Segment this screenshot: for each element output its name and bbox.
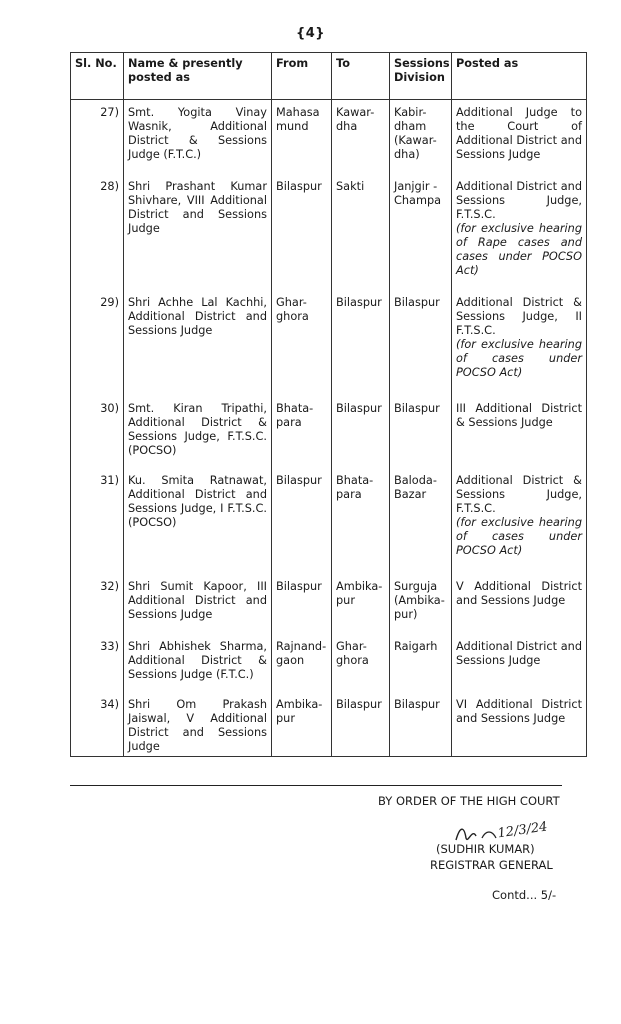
table-row — [71, 695, 587, 757]
to-cell — [332, 177, 390, 293]
transfer-table — [70, 52, 587, 757]
name-cell — [124, 637, 272, 695]
name-cell-text: Smt. Yogita Vinay Wasnik, Additional District & Sessions Judge (F.T.C.) — [128, 106, 267, 161]
name-cell-text: Shri Achhe Lal Kachhi, Additional District and Sessions Judge — [128, 295, 267, 337]
division-cell — [390, 100, 452, 177]
posting-note: (for exclusive hearing of Rape cases and cases under POCSO Act) — [456, 221, 582, 277]
posted-as-cell-text: Additional District & Sessions Judge, F.T.S.C. — [456, 473, 582, 515]
sl-cell — [71, 293, 124, 399]
from-cell — [272, 471, 332, 577]
sl-cell-text: 28) — [100, 179, 119, 193]
sl-cell — [71, 177, 124, 293]
from-cell-text: Bilaspur — [276, 579, 322, 593]
posted-as-cell — [452, 100, 587, 177]
division-cell — [390, 577, 452, 637]
sl-cell-text: 29) — [100, 295, 119, 309]
table-header-row — [71, 53, 587, 100]
posted-as-cell — [452, 399, 587, 471]
to-cell-text: Bhata-para — [336, 473, 374, 501]
from-cell-text: Rajnand-gaon — [276, 639, 327, 667]
sl-cell-text: 30) — [100, 401, 119, 415]
name-cell-text: Smt. Kiran Tripathi, Additional District & Sessions Judge, F.T.S.C. (POCSO) — [128, 401, 267, 457]
name-cell — [124, 471, 272, 577]
name-cell — [124, 695, 272, 757]
to-cell-text: Kawar-dha — [336, 106, 375, 133]
from-cell-text: Mahasa mund — [276, 106, 320, 133]
table-row — [71, 471, 587, 577]
posted-as-cell-text: Additional District & Sessions Judge, II F.T.S.C. — [456, 295, 582, 337]
posted-as-cell — [452, 577, 587, 637]
page-number: {4} — [295, 26, 326, 41]
to-cell — [332, 399, 390, 471]
sl-cell — [71, 471, 124, 577]
sl-cell — [71, 399, 124, 471]
division-cell-text: Surguja (Ambika-pur) — [394, 579, 445, 621]
from-cell-text: Bhata-para — [276, 401, 314, 429]
from-cell — [272, 293, 332, 399]
posted-as-cell — [452, 471, 587, 577]
to-cell-text: Sakti — [336, 179, 365, 193]
from-cell — [272, 177, 332, 293]
name-cell-text: Shri Prashant Kumar Shivhare, VIII Additional District and Sessions Judge — [128, 179, 267, 235]
posting-note: (for exclusive hearing of cases under POCSO Act) — [456, 337, 582, 379]
continued-marker: Contd... 5/- — [492, 888, 557, 902]
table-row — [71, 577, 587, 637]
table-row — [71, 399, 587, 471]
name-cell-text: Ku. Smita Ratnawat, Additional District and Sessions Judge, I F.T.S.C. (POCSO) — [128, 473, 267, 529]
division-cell-text: Kabir-dham (Kawar-dha) — [394, 106, 437, 161]
from-cell — [272, 577, 332, 637]
from-cell — [272, 100, 332, 177]
header-name: Name & presently posted as — [124, 53, 272, 100]
table-row — [71, 100, 587, 177]
posting-note: (for exclusive hearing of cases under POCSO Act) — [456, 515, 582, 557]
to-cell — [332, 100, 390, 177]
divider-line — [70, 785, 562, 786]
to-cell-text: Bilaspur — [336, 295, 382, 309]
order-text: BY ORDER OF THE HIGH COURT — [378, 794, 560, 808]
table-body — [71, 100, 587, 757]
sl-cell — [71, 577, 124, 637]
division-cell — [390, 695, 452, 757]
from-cell — [272, 637, 332, 695]
header-from: From — [272, 53, 332, 100]
division-cell-text: Baloda-Bazar — [394, 473, 437, 501]
name-cell — [124, 100, 272, 177]
posted-as-cell-text: VI Additional District and Sessions Judge — [456, 697, 582, 725]
sl-cell — [71, 695, 124, 757]
posted-as-cell — [452, 695, 587, 757]
division-cell — [390, 471, 452, 577]
sl-cell — [71, 100, 124, 177]
division-cell — [390, 637, 452, 695]
to-cell-text: Bilaspur — [336, 401, 382, 415]
from-cell-text: Bilaspur — [276, 179, 322, 193]
posted-as-cell-text: Additional District and Sessions Judge, F.T.S.C. — [456, 179, 582, 221]
header-to: To — [332, 53, 390, 100]
posted-as-cell-text: III Additional District & Sessions Judge — [456, 401, 582, 429]
header-sl: Sl. No. — [71, 53, 124, 100]
name-cell-text: Shri Abhishek Sharma, Additional District & Sessions Judge (F.T.C.) — [128, 639, 267, 681]
header-division: Sessions Division — [390, 53, 452, 100]
sl-cell-text: 33) — [100, 639, 119, 653]
name-cell — [124, 399, 272, 471]
from-cell-text: Bilaspur — [276, 473, 322, 487]
posted-as-cell — [452, 177, 587, 293]
division-cell-text: Bilaspur — [394, 401, 440, 415]
division-cell-text: Janjgir - Champa — [394, 179, 442, 207]
posted-as-cell — [452, 637, 587, 695]
division-cell-text: Bilaspur — [394, 295, 440, 309]
to-cell — [332, 637, 390, 695]
sl-cell-text: 32) — [100, 579, 119, 593]
division-cell-text: Raigarh — [394, 639, 438, 653]
from-cell — [272, 695, 332, 757]
from-cell-text: Ghar-ghora — [276, 295, 309, 323]
sl-cell-text: 34) — [100, 697, 119, 711]
name-cell-text: Shri Om Prakash Jaiswal, V Additional District and Sessions Judge — [128, 697, 267, 753]
signer-name: (SUDHIR KUMAR) — [436, 842, 535, 856]
to-cell-text: Ambika-pur — [336, 579, 383, 607]
table-row — [71, 637, 587, 695]
to-cell — [332, 577, 390, 637]
table-row — [71, 177, 587, 293]
posted-as-cell-text: Additional District and Sessions Judge — [456, 639, 582, 667]
header-posted-as: Posted as — [452, 53, 587, 100]
sl-cell-text: 31) — [100, 473, 119, 487]
to-cell-text: Ghar-ghora — [336, 639, 369, 667]
posted-as-cell-text: V Additional District and Sessions Judge — [456, 579, 582, 607]
to-cell-text: Bilaspur — [336, 697, 382, 711]
division-cell — [390, 399, 452, 471]
sl-cell-text: 27) — [100, 106, 119, 119]
from-cell — [272, 399, 332, 471]
to-cell — [332, 695, 390, 757]
name-cell — [124, 293, 272, 399]
signer-designation: REGISTRAR GENERAL — [430, 858, 553, 872]
from-cell-text: Ambika-pur — [276, 697, 323, 725]
name-cell — [124, 577, 272, 637]
sl-cell — [71, 637, 124, 695]
division-cell-text: Bilaspur — [394, 697, 440, 711]
table-row — [71, 293, 587, 399]
to-cell — [332, 293, 390, 399]
posted-as-cell-text: Additional Judge to the Court of Additional District and Sessions Judge — [456, 106, 582, 161]
name-cell-text: Shri Sumit Kapoor, III Additional District and Sessions Judge — [128, 579, 267, 621]
posted-as-cell — [452, 293, 587, 399]
name-cell — [124, 177, 272, 293]
division-cell — [390, 177, 452, 293]
division-cell — [390, 293, 452, 399]
svg-text:12/3/24: 12/3/24 — [496, 819, 549, 842]
to-cell — [332, 471, 390, 577]
